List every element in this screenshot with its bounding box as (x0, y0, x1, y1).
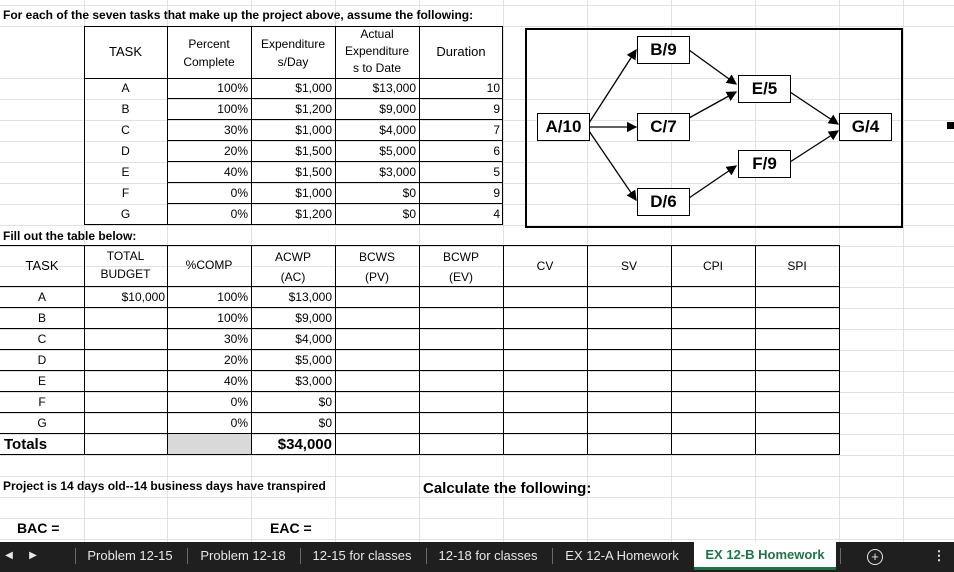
bottom-cell-comp[interactable]: 30% (223, 332, 248, 346)
top-cell-actual[interactable]: $9,000 (379, 102, 416, 116)
top-cell-percent[interactable]: 100% (217, 102, 248, 116)
bottom-cell-acwp[interactable]: $13,000 (288, 290, 332, 304)
bottom-header-bcws: BCWS (PV) (359, 250, 395, 284)
bottom-cell-comp[interactable]: 100% (217, 311, 248, 325)
top-cell-per-day[interactable]: $1,500 (295, 165, 332, 179)
bottom-cell-acwp[interactable]: $5,000 (295, 353, 332, 367)
tab-12-18-for-classes[interactable]: 12-18 for classes (438, 548, 538, 563)
top-header-actual: Actual Expenditure s to Date (344, 27, 410, 75)
bottom-header-acwp: ACWP (AC) (275, 250, 311, 284)
bottom-cell-task[interactable]: C (37, 332, 47, 346)
bottom-header-cv: CV (536, 259, 554, 273)
bottom-cell-comp[interactable]: 0% (230, 395, 248, 409)
top-header-duration: Duration (436, 44, 486, 59)
bottom-header-cpi: CPI (702, 259, 723, 273)
arrow-e-g (790, 92, 838, 124)
tab-problem-12-15[interactable]: Problem 12-15 (87, 548, 173, 563)
top-cell-actual[interactable]: $3,000 (379, 165, 416, 179)
node-b: B/9 (637, 36, 690, 64)
top-header-expenditures-day: Expenditure s/Day (260, 37, 326, 69)
bottom-cell-acwp[interactable]: $0 (318, 416, 332, 430)
bottom-cell-task[interactable]: G (37, 416, 47, 430)
bottom-header-spi: SPI (787, 259, 807, 273)
top-cell-actual[interactable]: $0 (402, 186, 416, 200)
tab-ex-12-b-homework[interactable]: EX 12-B Homework (694, 542, 836, 570)
bottom-cell-comp[interactable]: 100% (217, 290, 248, 304)
tab-12-15-for-classes[interactable]: 12-15 for classes (312, 548, 412, 563)
totals-shaded-cell (168, 434, 251, 454)
bottom-cell-acwp[interactable]: $4,000 (295, 332, 332, 346)
top-cell-percent[interactable]: 40% (223, 165, 248, 179)
top-cell-percent[interactable]: 30% (223, 123, 248, 137)
top-cell-task[interactable]: D (121, 144, 130, 158)
node-c: C/7 (637, 113, 690, 141)
bottom-cell-task[interactable]: D (37, 353, 47, 367)
top-cell-per-day[interactable]: $1,500 (295, 144, 332, 158)
bottom-cell-task[interactable]: A (37, 290, 46, 304)
top-cell-per-day[interactable]: $1,000 (295, 123, 332, 137)
bottom-cell-comp[interactable]: 0% (230, 416, 248, 430)
bottom-cell-comp[interactable]: 40% (223, 374, 248, 388)
plus-circle-icon: + (867, 549, 883, 565)
top-cell-task[interactable]: B (121, 102, 130, 116)
arrow-a-b (589, 50, 636, 123)
top-header-task: TASK (109, 44, 142, 59)
arrow-d-f (689, 166, 736, 198)
top-cell-duration[interactable]: 7 (493, 123, 500, 137)
scroll-right-icon[interactable]: ▶ (29, 550, 37, 561)
top-cell-duration[interactable]: 4 (493, 207, 500, 221)
top-cell-task[interactable]: G (120, 207, 131, 221)
totals-label: Totals (4, 436, 48, 453)
top-cell-task[interactable]: A (121, 81, 130, 95)
intro-text: For each of the seven tasks that make up the project above, assume the following: (3, 8, 474, 22)
top-cell-task[interactable]: F (121, 186, 130, 200)
top-cell-per-day[interactable]: $1,200 (295, 207, 332, 221)
bottom-header-sv: SV (620, 259, 637, 273)
node-f: F/9 (738, 150, 791, 178)
bottom-header-task: TASK (25, 258, 59, 273)
node-d: D/6 (637, 188, 690, 216)
node-a: A/10 (537, 113, 590, 141)
bottom-cell-acwp[interactable]: $0 (318, 395, 332, 409)
node-e: E/5 (738, 75, 791, 103)
bottom-cell-task[interactable]: B (37, 311, 46, 325)
top-cell-percent[interactable]: 100% (217, 81, 248, 95)
top-cell-per-day[interactable]: $1,200 (295, 102, 332, 116)
arrow-f-g (790, 131, 838, 162)
top-cell-percent[interactable]: 0% (230, 207, 248, 221)
bottom-cell-task[interactable]: F (38, 395, 46, 409)
top-cell-actual[interactable]: $5,000 (379, 144, 416, 158)
bottom-header-comp: %COMP (185, 258, 233, 272)
add-sheet-button[interactable] (863, 542, 887, 569)
arrow-a-d (589, 131, 636, 200)
arrow-c-e (689, 92, 736, 118)
sheet-tab-bar (0, 542, 954, 572)
top-cell-actual[interactable]: $0 (402, 207, 416, 221)
cell-marker (947, 122, 954, 129)
more-options-icon[interactable]: ⋮ (932, 548, 946, 563)
top-cell-duration[interactable]: 10 (486, 81, 500, 95)
calculate-label: Calculate the following: (423, 480, 592, 497)
top-cell-percent[interactable]: 0% (230, 186, 248, 200)
top-cell-per-day[interactable]: $1,000 (295, 81, 332, 95)
top-header-percent: Percent Complete (183, 37, 235, 69)
top-cell-duration[interactable]: 9 (493, 186, 500, 200)
top-cell-per-day[interactable]: $1,000 (295, 186, 332, 200)
fill-out-label: Fill out the table below: (3, 229, 137, 243)
node-g: G/4 (839, 113, 892, 141)
top-cell-task[interactable]: E (121, 165, 130, 179)
bottom-header-bcwp: BCWP (EV) (443, 250, 479, 284)
bottom-cell-acwp[interactable]: $9,000 (295, 311, 332, 325)
bac-label: BAC = (17, 520, 60, 536)
top-cell-duration[interactable]: 9 (493, 102, 500, 116)
top-cell-actual[interactable]: $13,000 (372, 81, 416, 95)
top-cell-task[interactable]: C (121, 123, 130, 137)
project-note: Project is 14 days old--14 business days have transpired (3, 479, 326, 493)
arrow-b-e (689, 50, 736, 84)
bottom-cell-task[interactable]: E (37, 374, 46, 388)
top-cell-actual[interactable]: $4,000 (379, 123, 416, 137)
bottom-cell-budget[interactable]: $10,000 (121, 290, 165, 304)
bottom-cell-acwp[interactable]: $3,000 (295, 374, 332, 388)
bottom-cell-comp[interactable]: 20% (223, 353, 248, 367)
top-cell-duration[interactable]: 5 (493, 165, 500, 179)
bottom-header-total-budget: TOTAL BUDGET (100, 249, 151, 281)
top-cell-duration[interactable]: 6 (493, 144, 500, 158)
tab-problem-12-18[interactable]: Problem 12-18 (200, 548, 286, 563)
eac-label: EAC = (270, 520, 312, 536)
scroll-left-icon[interactable]: ◀ (5, 550, 13, 561)
tab-ex-12-a-homework[interactable]: EX 12-A Homework (565, 548, 679, 563)
totals-acwp: $34,000 (277, 436, 332, 453)
top-cell-percent[interactable]: 20% (223, 144, 248, 158)
